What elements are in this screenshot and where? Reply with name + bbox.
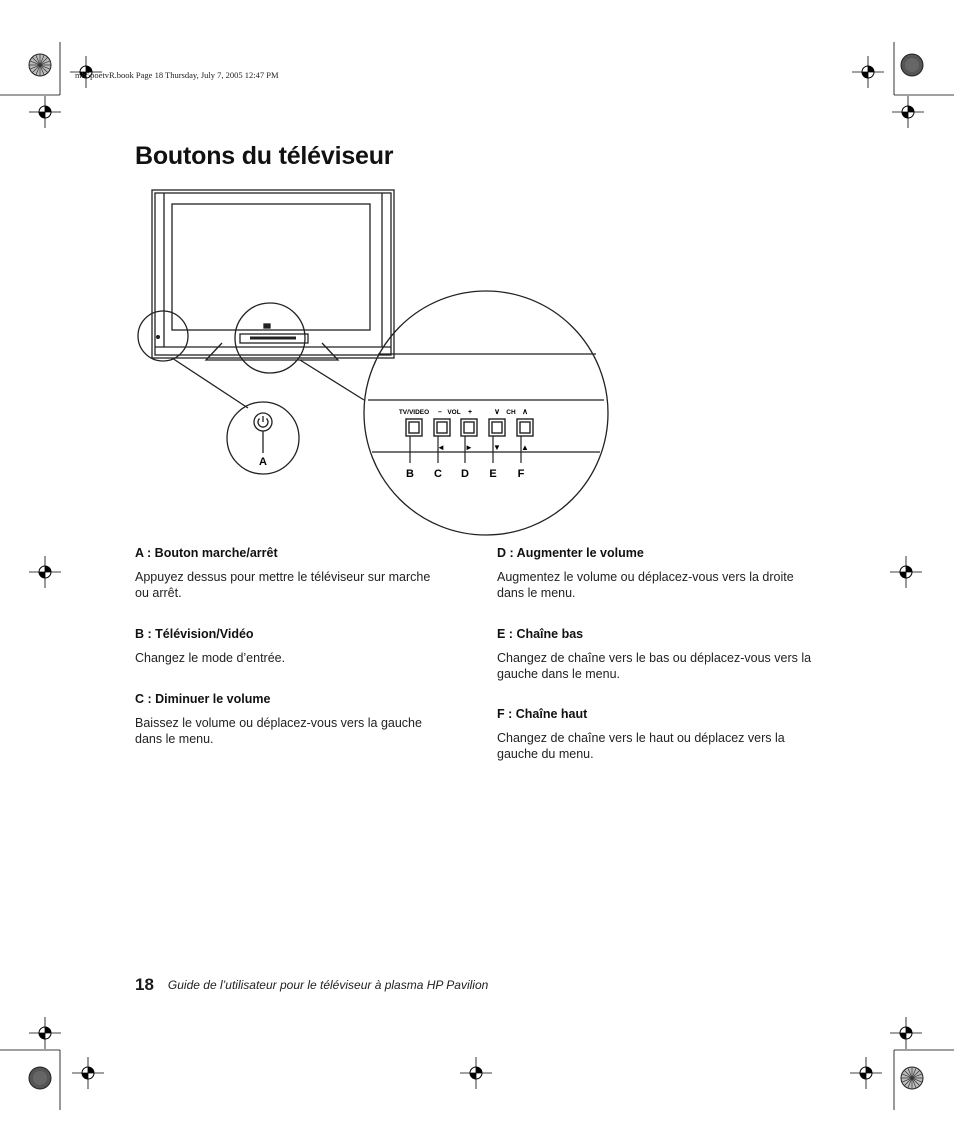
arrow-left: ◄ [437,443,445,452]
label-vol-plus: + [467,409,473,416]
label-vol-minus: – [438,409,442,416]
item-e [497,627,827,682]
label-f: F [517,468,525,480]
footer-text: Guide de l’utilisateur pour le téléviseur à plasma HP Pavilion [167,978,489,992]
page-footer [135,975,488,995]
item-a [135,546,465,601]
item-f [497,707,827,762]
label-d: D [461,468,469,480]
item-heading: F : Chaîne haut [497,707,588,721]
item-desc: Changez le mode d’entrée. [135,651,286,665]
item-heading: A : Bouton marche/arrêt [135,546,278,560]
label-ch: CH [506,409,516,416]
arrow-down: ▼ [493,443,501,452]
arrow-right: ► [465,443,473,452]
label-ch-down: ∨ [494,407,500,416]
item-c [135,692,465,747]
label-ch-up: ∧ [522,407,528,416]
item-d [497,546,827,601]
power-icon [254,413,272,453]
item-desc: Augmentez le volume ou déplacez-vous vers la droite dans le menu. [497,570,794,600]
item-heading: B : Télévision/Vidéo [135,627,254,641]
tv-diagram [0,0,954,560]
zoom-leaders [138,291,608,535]
label-e: E [489,468,497,480]
item-heading: E : Chaîne bas [497,627,584,641]
arrow-up: ▲ [521,443,529,452]
page-number: 18 [135,975,154,994]
label-b: B [406,468,414,480]
item-desc: Changez de chaîne vers le bas ou déplacez-vous vers la gauche dans le menu. [497,651,812,681]
item-desc: Appuyez dessus pour mettre le téléviseur sur marche ou arrêt. [135,570,431,600]
item-desc: Baissez le volume ou déplacez-vous vers la gauche dans le menu. [135,716,422,746]
label-tv-video: TV/VIDEO [398,409,430,416]
print-header: mb5poetvR.book Page 18 Thursday, July 7, 2005 12:47 PM [75,70,279,80]
item-b [135,627,465,666]
panel-buttons [406,419,533,436]
label-c: C [434,468,442,480]
item-desc: Changez de chaîne vers le haut ou déplacez vers la gauche du menu. [497,731,785,761]
label-vol: VOL [447,409,461,416]
item-heading: C : Diminuer le volume [135,692,271,706]
item-heading: D : Augmenter le volume [497,546,644,560]
label-a: A [259,456,267,468]
page-title: Boutons du téléviseur [135,142,394,170]
